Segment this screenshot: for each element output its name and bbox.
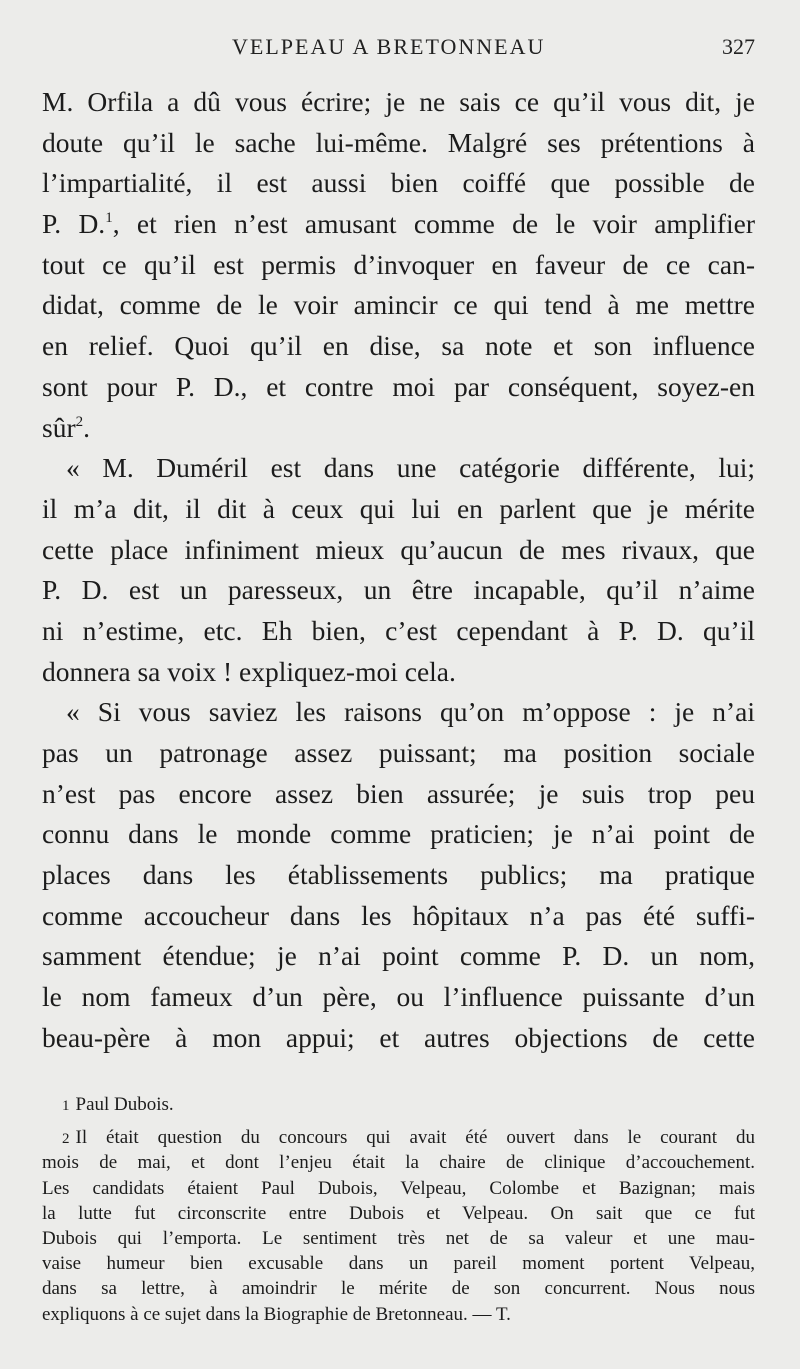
text-line: M. Orfila a dû vous écrire; je ne sais ce qu’il vous dit, je (42, 86, 755, 117)
text-line: l’impartialité, il est aussi bien coiffé que possible de (42, 167, 755, 199)
text-line (42, 408, 755, 449)
page-header (42, 34, 755, 64)
text-line: le nom fameux d’un père, ou l’influence puissante d’un (42, 981, 755, 1013)
main-text (42, 82, 755, 1059)
footnote-2-line: Dubois qui l’emporta. Le sentiment très net de sa valeur et une mau- (42, 1227, 755, 1249)
footnote-2-line: vaise humeur bien excusable dans un pareil moment portent Velpeau, (42, 1253, 755, 1275)
footnote-text: Il était question du concours qui avait été ouvert dans le courant du (75, 1127, 755, 1149)
text-segment: sûr (42, 411, 76, 443)
footnote-2-line: expliquons à ce sujet dans la Biographie de Bretonneau. — T. (42, 1303, 511, 1325)
text-line: connu dans le monde comme praticien; je n’ai point de (42, 818, 755, 850)
text-line: didat, comme de le voir amincir ce qui tend à me mettre (42, 289, 755, 321)
text-line: places dans les établissements publics; ma pratique (42, 859, 755, 891)
footnote-1 (42, 1092, 755, 1117)
text-line: « Si vous saviez les raisons qu’on m’oppose : je n’ai (66, 696, 755, 728)
text-line: ni n’estime, etc. Eh bien, c’est cependant à P. D. qu’il (42, 614, 755, 646)
text-line (42, 204, 755, 245)
footnote-ref-1: 1 (105, 210, 113, 227)
footnote-2-line: dans sa lettre, à amoindrir le mérite de son concurrent. Nous nous (42, 1278, 755, 1300)
text-line: il m’a dit, il dit à ceux qui lui en parlent que je mérite (42, 492, 755, 524)
text-line: en relief. Quoi qu’il en dise, sa note et son influence (42, 330, 755, 362)
text-line: doute qu’il le sache lui-même. Malgré ses prétentions à (42, 126, 755, 158)
text-line: sont pour P. D., et contre moi par conséquent, soyez-en (42, 370, 755, 402)
footnote-text: Paul Dubois. (75, 1094, 174, 1115)
text-line: tout ce qu’il est permis d’invoquer en faveur de ce can- (42, 248, 755, 280)
footnotes (42, 1092, 755, 1327)
text-line: P. D. est un paresseux, un être incapable, qu’il n’aime (42, 574, 755, 606)
footnote-marker: 2 (62, 1131, 70, 1148)
footnote-marker: 1 (62, 1098, 70, 1114)
text-line: cette place infiniment mieux qu’aucun de mes rivaux, que (42, 533, 755, 565)
text-segment: . (83, 411, 90, 443)
text-line: donnera sa voix ! expliquez-moi cela. (42, 655, 456, 687)
text-segment: , et rien n’est amusant comme de le voir amplifier (112, 208, 756, 240)
footnote-2-line: la lutte fut circonscrite entre Dubois et Velpeau. On sait que ce fut (42, 1202, 755, 1224)
page-number: 327 (722, 34, 755, 59)
text-line: beau-père à mon appui; et autres objections de cette (42, 1021, 755, 1053)
text-segment: P. D. (42, 208, 106, 240)
footnote-2-line: mois de mai, et dont l’enjeu était la chaire de clinique d’accouchement. (42, 1152, 755, 1174)
running-title: VELPEAU A BRETONNEAU (232, 34, 546, 59)
text-line: « M. Duméril est dans une catégorie différente, lui; (66, 452, 755, 484)
footnote-2-line (42, 1125, 755, 1150)
text-line: pas un patronage assez puissant; ma position sociale (42, 737, 755, 768)
text-line: n’est pas encore assez bien assurée; je suis trop peu (42, 777, 755, 809)
text-line: comme accoucheur dans les hôpitaux n’a pas été suffi- (42, 899, 755, 931)
footnote-2-line: Les candidats étaient Paul Dubois, Velpeau, Colombe et Bazignan; mais (42, 1177, 755, 1199)
footnote-ref-2: 2 (75, 413, 84, 430)
text-line: samment étendue; je n’ai point comme P. D. un nom, (42, 940, 755, 972)
